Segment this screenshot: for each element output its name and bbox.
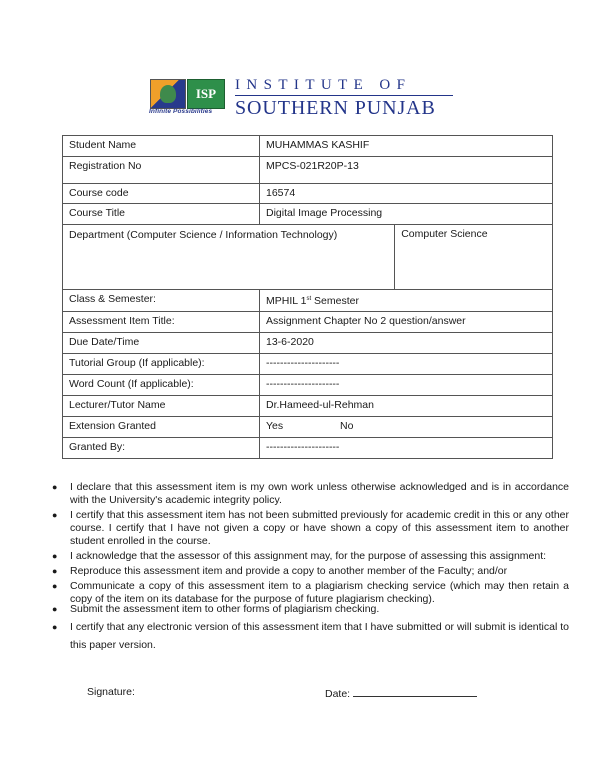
table-row: [63, 312, 553, 333]
title-line-2: SOUTHERN PUNJAB: [235, 97, 436, 119]
row-label: Assessment Item Title:: [63, 312, 260, 333]
declaration-item: [46, 565, 569, 578]
bullet-icon: ●: [52, 604, 58, 614]
declaration-item: [46, 603, 569, 616]
row-label: Class & Semester:: [63, 290, 260, 312]
date-underline: [353, 686, 477, 697]
bullet-icon: ●: [52, 482, 58, 492]
tree-icon: [160, 85, 176, 103]
institute-header: [147, 76, 457, 120]
table-row: [63, 375, 553, 396]
row-value: ---------------------: [260, 438, 553, 459]
row-label: Extension Granted: [63, 417, 260, 438]
date-field: [325, 686, 477, 700]
table-row: [63, 333, 553, 354]
bullet-icon: ●: [52, 566, 58, 576]
title-divider: [235, 95, 453, 96]
declaration-text: Submit the assessment item to other forms of plagiarism checking.: [70, 603, 380, 615]
row-label: Course Title: [63, 204, 260, 225]
declaration-text: I certify that this assessment item has not been submitted previously for academic credit in this or any other course. I certify that I have not given a copy or have shown a copy of this assessment item to another student enrolled in the course.: [70, 509, 569, 547]
row-label: Granted By:: [63, 438, 260, 459]
row-value: ---------------------: [260, 375, 553, 396]
table-row: [63, 290, 553, 312]
table-row: [63, 136, 553, 157]
bullet-icon: ●: [52, 551, 58, 561]
semester-prefix: MPHIL 1: [266, 295, 307, 307]
table-row: [63, 438, 553, 459]
row-value: Dr.Hameed-ul-Rehman: [260, 396, 553, 417]
row-value: MUHAMMAS KASHIF: [260, 136, 553, 157]
declaration-item: [46, 550, 569, 563]
declaration-text: I acknowledge that the assessor of this assignment may, for the purpose of assessing this assignment:: [70, 550, 547, 562]
declaration-item: [46, 509, 569, 548]
declaration-item: [46, 481, 569, 507]
row-value: ---------------------: [260, 354, 553, 375]
extension-no: No: [340, 420, 354, 432]
logo-tagline: Infinite Possibilities: [149, 108, 213, 115]
institute-title: [235, 77, 453, 119]
table-row: [63, 225, 553, 290]
table-row: [63, 184, 553, 204]
row-value: [260, 290, 553, 312]
semester-ordinal: st: [306, 296, 312, 302]
extension-yes: Yes: [266, 420, 284, 432]
table-row: [63, 204, 553, 225]
table-row: [63, 157, 553, 184]
table-row: [63, 396, 553, 417]
row-label: Due Date/Time: [63, 333, 260, 354]
row-label: Registration No: [63, 157, 260, 184]
institute-logo: [147, 76, 227, 118]
row-label: Department (Computer Science / Information Technology): [63, 225, 395, 290]
row-label: Student Name: [63, 136, 260, 157]
isp-logo-text: ISP: [187, 79, 225, 109]
shield-emblem-icon: [150, 79, 186, 109]
row-value: MPCS-021R20P-13: [260, 157, 553, 184]
table-row: [63, 354, 553, 375]
row-value: 13-6-2020: [260, 333, 553, 354]
row-value: [260, 417, 553, 438]
row-value: Digital Image Processing: [260, 204, 553, 225]
semester-suffix: Semester: [311, 295, 359, 307]
signature-label: Signature:: [87, 686, 135, 698]
student-info-table: [62, 135, 553, 459]
declaration-text: I certify that any electronic version of this assessment item that I have submitted or will submit is identical to this paper version.: [70, 621, 569, 651]
row-label: Lecturer/Tutor Name: [63, 396, 260, 417]
row-label: Word Count (If applicable):: [63, 375, 260, 396]
row-value: Computer Science: [395, 225, 553, 290]
declaration-text: Reproduce this assessment item and provide a copy to another member of the Faculty; and/or: [70, 565, 508, 577]
declarations-list: [46, 481, 569, 656]
title-line-1: INSTITUTE OF: [235, 77, 412, 93]
date-label: Date:: [325, 688, 351, 700]
row-label: Tutorial Group (If applicable):: [63, 354, 260, 375]
row-label: Course code: [63, 184, 260, 204]
declaration-item: [46, 618, 569, 654]
bullet-icon: ●: [52, 510, 58, 520]
row-value: Assignment Chapter No 2 question/answer: [260, 312, 553, 333]
table-row: [63, 417, 553, 438]
bullet-icon: ●: [52, 622, 58, 632]
declaration-text: Communicate a copy of this assessment item to a plagiarism checking service (which may then retain a copy of the item on its database for the purpose of future plagiarism checking).: [70, 580, 569, 605]
bullet-icon: ●: [52, 581, 58, 591]
declaration-text: I declare that this assessment item is my own work unless otherwise acknowledged and is in accordance with the University's academic integrity policy.: [70, 481, 569, 506]
row-value: 16574: [260, 184, 553, 204]
